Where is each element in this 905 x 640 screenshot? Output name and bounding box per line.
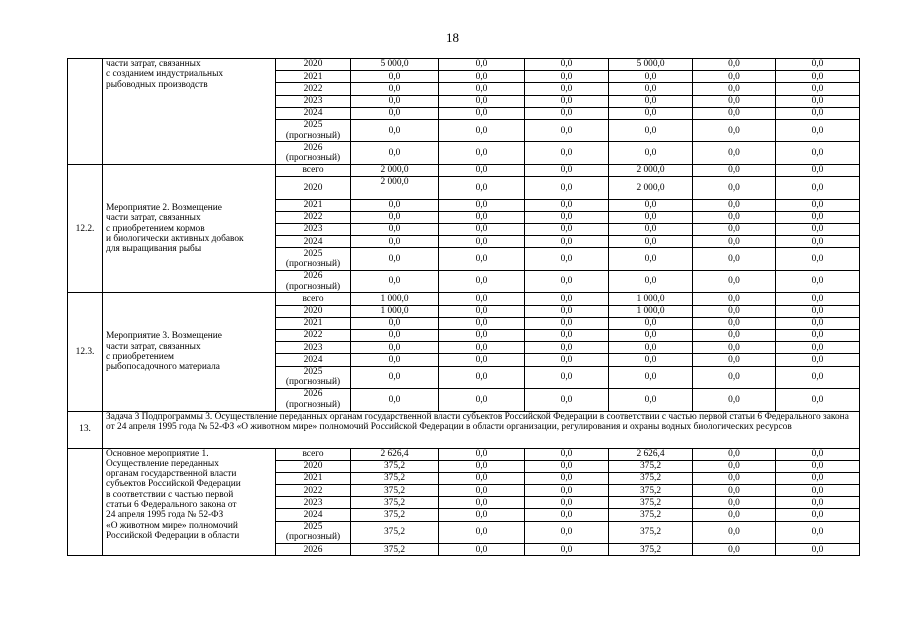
value-cell: 0,0 — [439, 270, 525, 293]
value-cell: 0,0 — [776, 472, 860, 484]
year-line: 2023 — [303, 224, 323, 235]
year-cell — [276, 460, 351, 472]
value-cell: 0,0 — [776, 224, 860, 236]
table-row — [68, 293, 860, 305]
year-cell — [276, 497, 351, 509]
value-cell: 0,0 — [693, 485, 776, 497]
year-line: всего — [302, 448, 324, 459]
value-cell: 0,0 — [776, 354, 860, 366]
value-cell: 0,0 — [776, 107, 860, 119]
value-cell: 0,0 — [439, 509, 525, 521]
year-line: 2024 — [303, 509, 323, 520]
value-cell: 0,0 — [776, 389, 860, 412]
value-cell: 0,0 — [525, 342, 609, 354]
year-cell — [276, 485, 351, 497]
value-cell: 0,0 — [693, 164, 776, 176]
year-line: 2022 — [303, 212, 323, 223]
value-cell: 0,0 — [525, 142, 609, 165]
year-cell — [276, 59, 351, 71]
value-cell: 0,0 — [609, 119, 693, 142]
value-cell: 0,0 — [776, 71, 860, 83]
year-line: всего — [302, 165, 324, 176]
year-cell — [276, 293, 351, 305]
year-line: (прогнозный) — [285, 281, 341, 292]
value-cell: 0,0 — [351, 317, 439, 329]
year-cell — [276, 317, 351, 329]
value-cell: 0,0 — [693, 448, 776, 460]
year-line: 2025 — [303, 248, 323, 259]
year-cell — [276, 211, 351, 223]
value-cell: 0,0 — [693, 305, 776, 317]
value-cell: 375,2 — [609, 509, 693, 521]
value-cell: 0,0 — [439, 472, 525, 484]
value-cell: 0,0 — [525, 211, 609, 223]
value-cell: 0,0 — [776, 236, 860, 248]
year-line: 2024 — [303, 354, 323, 365]
value-cell: 0,0 — [439, 460, 525, 472]
value-cell: 0,0 — [439, 521, 525, 544]
value-cell: 0,0 — [776, 460, 860, 472]
value-cell: 0,0 — [776, 199, 860, 211]
year-line: 2020 — [303, 182, 323, 193]
value-cell: 0,0 — [609, 211, 693, 223]
value-cell: 0,0 — [525, 83, 609, 95]
measure-name-line: органам государственной власти — [106, 469, 237, 480]
measure-name-line: субъектов Российской Федерации — [106, 479, 241, 490]
value-cell: 0,0 — [693, 59, 776, 71]
value-cell: 0,0 — [525, 389, 609, 412]
value-cell: 0,0 — [776, 317, 860, 329]
value-cell: 0,0 — [693, 83, 776, 95]
value-cell: 375,2 — [351, 509, 439, 521]
value-cell: 0,0 — [439, 59, 525, 71]
value-cell: 0,0 — [693, 211, 776, 223]
measure-name-line: для выращивания рыбы — [106, 244, 202, 255]
value-cell: 1 000,0 — [351, 293, 439, 305]
value-cell: 0,0 — [693, 366, 776, 389]
value-cell: 0,0 — [351, 199, 439, 211]
value-cell: 5 000,0 — [609, 59, 693, 71]
year-line: 2021 — [303, 318, 323, 329]
value-cell: 0,0 — [525, 248, 609, 271]
measure-name-line: части затрат, связанных — [106, 59, 201, 69]
value-cell: 0,0 — [776, 164, 860, 176]
year-cell — [276, 354, 351, 366]
year-cell — [276, 329, 351, 341]
value-cell: 0,0 — [525, 305, 609, 317]
value-cell: 0,0 — [609, 236, 693, 248]
measure-name-line: статьи 6 Федерального закона от — [106, 499, 237, 510]
year-line: 2021 — [303, 71, 323, 82]
value-cell: 0,0 — [693, 329, 776, 341]
value-cell: 0,0 — [776, 293, 860, 305]
row-number-cell: 12.3. — [68, 293, 103, 411]
value-cell: 0,0 — [525, 354, 609, 366]
year-line: 2025 — [303, 366, 323, 377]
year-line: 2021 — [303, 200, 323, 211]
value-cell: 0,0 — [693, 521, 776, 544]
year-cell — [276, 544, 351, 556]
value-cell: 0,0 — [693, 354, 776, 366]
value-cell: 2 000,0 — [351, 164, 439, 176]
measure-name-line: Российской Федерации в области — [106, 530, 240, 541]
year-line: 2022 — [303, 330, 323, 341]
value-cell: 0,0 — [693, 317, 776, 329]
value-cell: 0,0 — [693, 472, 776, 484]
year-line: 2024 — [303, 108, 323, 119]
value-cell: 0,0 — [693, 119, 776, 142]
value-cell: 0,0 — [693, 544, 776, 556]
value-cell: 0,0 — [693, 342, 776, 354]
value-cell: 0,0 — [439, 107, 525, 119]
year-line: 2024 — [303, 236, 323, 247]
value-cell: 0,0 — [776, 119, 860, 142]
year-cell — [276, 164, 351, 176]
value-cell: 0,0 — [439, 342, 525, 354]
value-cell: 0,0 — [525, 509, 609, 521]
year-line: (прогнозный) — [285, 153, 341, 164]
value-cell: 0,0 — [525, 270, 609, 293]
value-cell: 0,0 — [351, 224, 439, 236]
table-body — [68, 59, 860, 556]
value-cell: 0,0 — [525, 293, 609, 305]
value-cell: 1 000,0 — [609, 305, 693, 317]
value-cell: 0,0 — [351, 211, 439, 223]
value-cell: 375,2 — [609, 472, 693, 484]
value-cell: 0,0 — [439, 485, 525, 497]
budget-table — [67, 58, 860, 556]
year-cell — [276, 448, 351, 460]
value-cell: 0,0 — [776, 305, 860, 317]
value-cell: 0,0 — [439, 199, 525, 211]
value-cell: 0,0 — [693, 142, 776, 165]
value-cell: 0,0 — [776, 521, 860, 544]
year-line: (прогнозный) — [285, 399, 341, 410]
value-cell: 0,0 — [439, 366, 525, 389]
measure-name-line: части затрат, связанных — [106, 341, 201, 352]
value-cell: 0,0 — [351, 248, 439, 271]
year-cell — [276, 177, 351, 200]
year-line: (прогнозный) — [285, 377, 341, 388]
year-cell — [276, 224, 351, 236]
year-line: (прогнозный) — [285, 130, 341, 141]
value-cell: 0,0 — [525, 460, 609, 472]
value-cell: 0,0 — [776, 95, 860, 107]
value-cell: 0,0 — [439, 71, 525, 83]
value-cell: 0,0 — [525, 521, 609, 544]
table-row — [68, 164, 860, 176]
year-cell — [276, 366, 351, 389]
value-cell: 0,0 — [525, 119, 609, 142]
measure-name-line: «О животном мире» полномочий — [106, 520, 238, 531]
year-line: 2026 — [303, 142, 323, 153]
year-cell — [276, 199, 351, 211]
value-cell: 0,0 — [525, 485, 609, 497]
measure-name-cell — [103, 293, 276, 411]
value-cell: 0,0 — [693, 497, 776, 509]
year-line: 2023 — [303, 342, 323, 353]
value-cell: 0,0 — [439, 224, 525, 236]
value-cell: 5 000,0 — [351, 59, 439, 71]
value-cell: 0,0 — [693, 199, 776, 211]
measure-name-cell — [103, 164, 276, 292]
value-cell: 0,0 — [776, 366, 860, 389]
value-cell: 0,0 — [525, 59, 609, 71]
value-cell: 0,0 — [351, 329, 439, 341]
year-line: 2020 — [303, 461, 323, 472]
value-cell: 0,0 — [776, 248, 860, 271]
value-cell: 375,2 — [351, 521, 439, 544]
value-cell: 0,0 — [609, 83, 693, 95]
value-cell: 0,0 — [693, 177, 776, 200]
value-cell: 375,2 — [609, 485, 693, 497]
measure-name-line: Основное мероприятие 1. — [106, 448, 209, 459]
year-line: (прогнозный) — [285, 259, 341, 270]
value-cell: 2 000,0 — [351, 177, 439, 200]
value-cell: 375,2 — [351, 544, 439, 556]
year-cell — [276, 107, 351, 119]
year-line: (прогнозный) — [285, 532, 341, 543]
value-cell: 0,0 — [776, 497, 860, 509]
year-cell — [276, 270, 351, 293]
value-cell: 0,0 — [439, 164, 525, 176]
value-cell: 0,0 — [351, 342, 439, 354]
measure-name-line: 24 апреля 1995 года № 52-ФЗ — [106, 510, 224, 521]
value-cell: 0,0 — [609, 142, 693, 165]
value-cell: 0,0 — [351, 236, 439, 248]
value-cell: 0,0 — [693, 293, 776, 305]
value-cell: 0,0 — [693, 248, 776, 271]
measure-name-line: части затрат, связанных — [106, 213, 201, 224]
value-cell: 2 000,0 — [609, 177, 693, 200]
value-cell: 0,0 — [439, 177, 525, 200]
value-cell: 0,0 — [351, 119, 439, 142]
value-cell: 0,0 — [776, 83, 860, 95]
value-cell: 0,0 — [439, 448, 525, 460]
value-cell: 0,0 — [609, 248, 693, 271]
value-cell: 0,0 — [525, 199, 609, 211]
value-cell: 0,0 — [351, 366, 439, 389]
value-cell: 375,2 — [609, 497, 693, 509]
row-number-cell: 12.2. — [68, 164, 103, 292]
value-cell: 0,0 — [609, 366, 693, 389]
value-cell: 0,0 — [693, 71, 776, 83]
year-cell — [276, 83, 351, 95]
value-cell: 0,0 — [609, 224, 693, 236]
value-cell: 0,0 — [525, 497, 609, 509]
year-cell — [276, 95, 351, 107]
year-line: 2021 — [303, 473, 323, 484]
value-cell: 0,0 — [439, 293, 525, 305]
value-cell: 1 000,0 — [351, 305, 439, 317]
task-row — [68, 411, 860, 448]
value-cell: 0,0 — [525, 366, 609, 389]
value-cell: 0,0 — [525, 71, 609, 83]
value-cell: 0,0 — [351, 270, 439, 293]
value-cell: 0,0 — [525, 448, 609, 460]
value-cell: 0,0 — [351, 354, 439, 366]
year-cell — [276, 236, 351, 248]
value-cell: 0,0 — [439, 83, 525, 95]
value-cell: 1 000,0 — [609, 293, 693, 305]
value-cell: 0,0 — [525, 164, 609, 176]
value-cell: 0,0 — [351, 389, 439, 412]
value-cell: 0,0 — [351, 142, 439, 165]
value-cell: 0,0 — [609, 71, 693, 83]
value-cell: 0,0 — [525, 544, 609, 556]
value-cell: 0,0 — [776, 270, 860, 293]
measure-name-line: Осуществление переданных — [106, 458, 219, 469]
measure-name-cell — [103, 448, 276, 556]
measure-name-line: рыбоводных производств — [106, 79, 208, 90]
value-cell: 2 626,4 — [609, 448, 693, 460]
year-cell — [276, 342, 351, 354]
value-cell: 0,0 — [609, 329, 693, 341]
value-cell: 0,0 — [776, 544, 860, 556]
year-line: 2026 — [303, 271, 323, 282]
measure-name-line: с приобретением — [106, 351, 174, 362]
year-line: 2020 — [303, 306, 323, 316]
value-cell: 0,0 — [609, 317, 693, 329]
year-cell — [276, 119, 351, 142]
value-cell: 0,0 — [609, 342, 693, 354]
value-cell: 0,0 — [351, 83, 439, 95]
year-line: 2022 — [303, 83, 323, 94]
task-text-cell: Задача 3 Подпрограммы 3. Осуществление переданных органам государственной власти субъектов Российской Федерации в соответствии с частью первой статьи 6 Федерального закона от 24 апреля 1995 года № 52-ФЗ «О животном мире» полномочий Российской Федерации в области организации, регулирования и охраны водных биологических ресурсов — [103, 411, 860, 448]
value-cell: 0,0 — [525, 107, 609, 119]
value-cell: 0,0 — [693, 509, 776, 521]
value-cell: 0,0 — [776, 509, 860, 521]
row-number-cell — [68, 59, 103, 165]
measure-name-line: рыбопосадочного материала — [106, 362, 220, 373]
value-cell: 0,0 — [609, 354, 693, 366]
year-line: 2020 — [303, 59, 323, 70]
row-number-cell — [68, 448, 103, 556]
value-cell: 0,0 — [351, 95, 439, 107]
value-cell: 0,0 — [525, 329, 609, 341]
value-cell: 0,0 — [439, 248, 525, 271]
year-line: 2023 — [303, 497, 323, 508]
value-cell: 2 000,0 — [609, 164, 693, 176]
value-cell: 0,0 — [776, 448, 860, 460]
year-cell — [276, 521, 351, 544]
measure-name-cell — [103, 59, 276, 165]
measure-name-line: Мероприятие 2. Возмещение — [106, 202, 222, 213]
value-cell: 0,0 — [439, 497, 525, 509]
value-cell: 0,0 — [439, 354, 525, 366]
year-line: всего — [302, 293, 324, 304]
value-cell: 0,0 — [776, 142, 860, 165]
year-cell — [276, 142, 351, 165]
page-number: 18 — [446, 30, 459, 45]
year-line: 2022 — [303, 485, 323, 496]
year-line: 2025 — [303, 522, 323, 533]
year-cell — [276, 305, 351, 317]
value-cell: 375,2 — [609, 521, 693, 544]
value-cell: 375,2 — [351, 472, 439, 484]
year-line: 2026 — [303, 389, 323, 400]
value-cell: 375,2 — [351, 460, 439, 472]
value-cell: 0,0 — [609, 199, 693, 211]
year-line: 2025 — [303, 120, 323, 131]
value-cell: 0,0 — [693, 107, 776, 119]
year-cell — [276, 71, 351, 83]
value-cell: 0,0 — [525, 236, 609, 248]
task-number-cell: 13. — [68, 411, 103, 448]
value-cell: 0,0 — [693, 389, 776, 412]
value-cell: 0,0 — [776, 342, 860, 354]
value-cell: 0,0 — [439, 142, 525, 165]
measure-name-line: с приобретением кормов — [106, 223, 205, 234]
value-cell: 0,0 — [439, 389, 525, 412]
year-line: 2026 — [303, 544, 323, 555]
value-cell: 0,0 — [693, 236, 776, 248]
year-cell — [276, 472, 351, 484]
value-cell: 375,2 — [609, 544, 693, 556]
value-cell: 0,0 — [776, 485, 860, 497]
year-line: 2023 — [303, 96, 323, 106]
value-cell: 0,0 — [525, 317, 609, 329]
value-cell: 0,0 — [351, 71, 439, 83]
table-row — [68, 448, 860, 460]
value-cell: 0,0 — [609, 389, 693, 412]
year-cell — [276, 389, 351, 412]
value-cell: 0,0 — [439, 211, 525, 223]
value-cell: 0,0 — [439, 544, 525, 556]
value-cell: 0,0 — [693, 270, 776, 293]
value-cell: 375,2 — [351, 485, 439, 497]
measure-name-line: в соответствии с частью первой — [106, 489, 234, 500]
value-cell: 0,0 — [776, 329, 860, 341]
value-cell: 0,0 — [525, 95, 609, 107]
value-cell: 0,0 — [439, 329, 525, 341]
value-cell: 0,0 — [776, 177, 860, 200]
value-cell: 0,0 — [693, 460, 776, 472]
value-cell: 375,2 — [609, 460, 693, 472]
value-cell: 0,0 — [439, 236, 525, 248]
value-cell: 0,0 — [525, 224, 609, 236]
value-cell: 0,0 — [776, 59, 860, 71]
year-cell — [276, 248, 351, 271]
value-cell: 0,0 — [776, 211, 860, 223]
value-cell: 2 626,4 — [351, 448, 439, 460]
measure-name-line: и биологически активных добавок — [106, 233, 244, 244]
value-cell: 0,0 — [439, 95, 525, 107]
value-cell: 0,0 — [525, 177, 609, 200]
value-cell: 0,0 — [609, 270, 693, 293]
value-cell: 0,0 — [609, 95, 693, 107]
value-cell: 0,0 — [609, 107, 693, 119]
value-cell: 0,0 — [525, 472, 609, 484]
table-row — [68, 59, 860, 71]
value-cell: 0,0 — [439, 305, 525, 317]
value-cell: 0,0 — [693, 224, 776, 236]
value-cell: 0,0 — [439, 119, 525, 142]
measure-name-line: с созданием индустриальных — [106, 69, 224, 80]
measure-name-line: Мероприятие 3. Возмещение — [106, 331, 222, 342]
value-cell: 0,0 — [351, 107, 439, 119]
value-cell: 0,0 — [693, 95, 776, 107]
value-cell: 0,0 — [439, 317, 525, 329]
value-cell: 375,2 — [351, 497, 439, 509]
year-cell — [276, 509, 351, 521]
